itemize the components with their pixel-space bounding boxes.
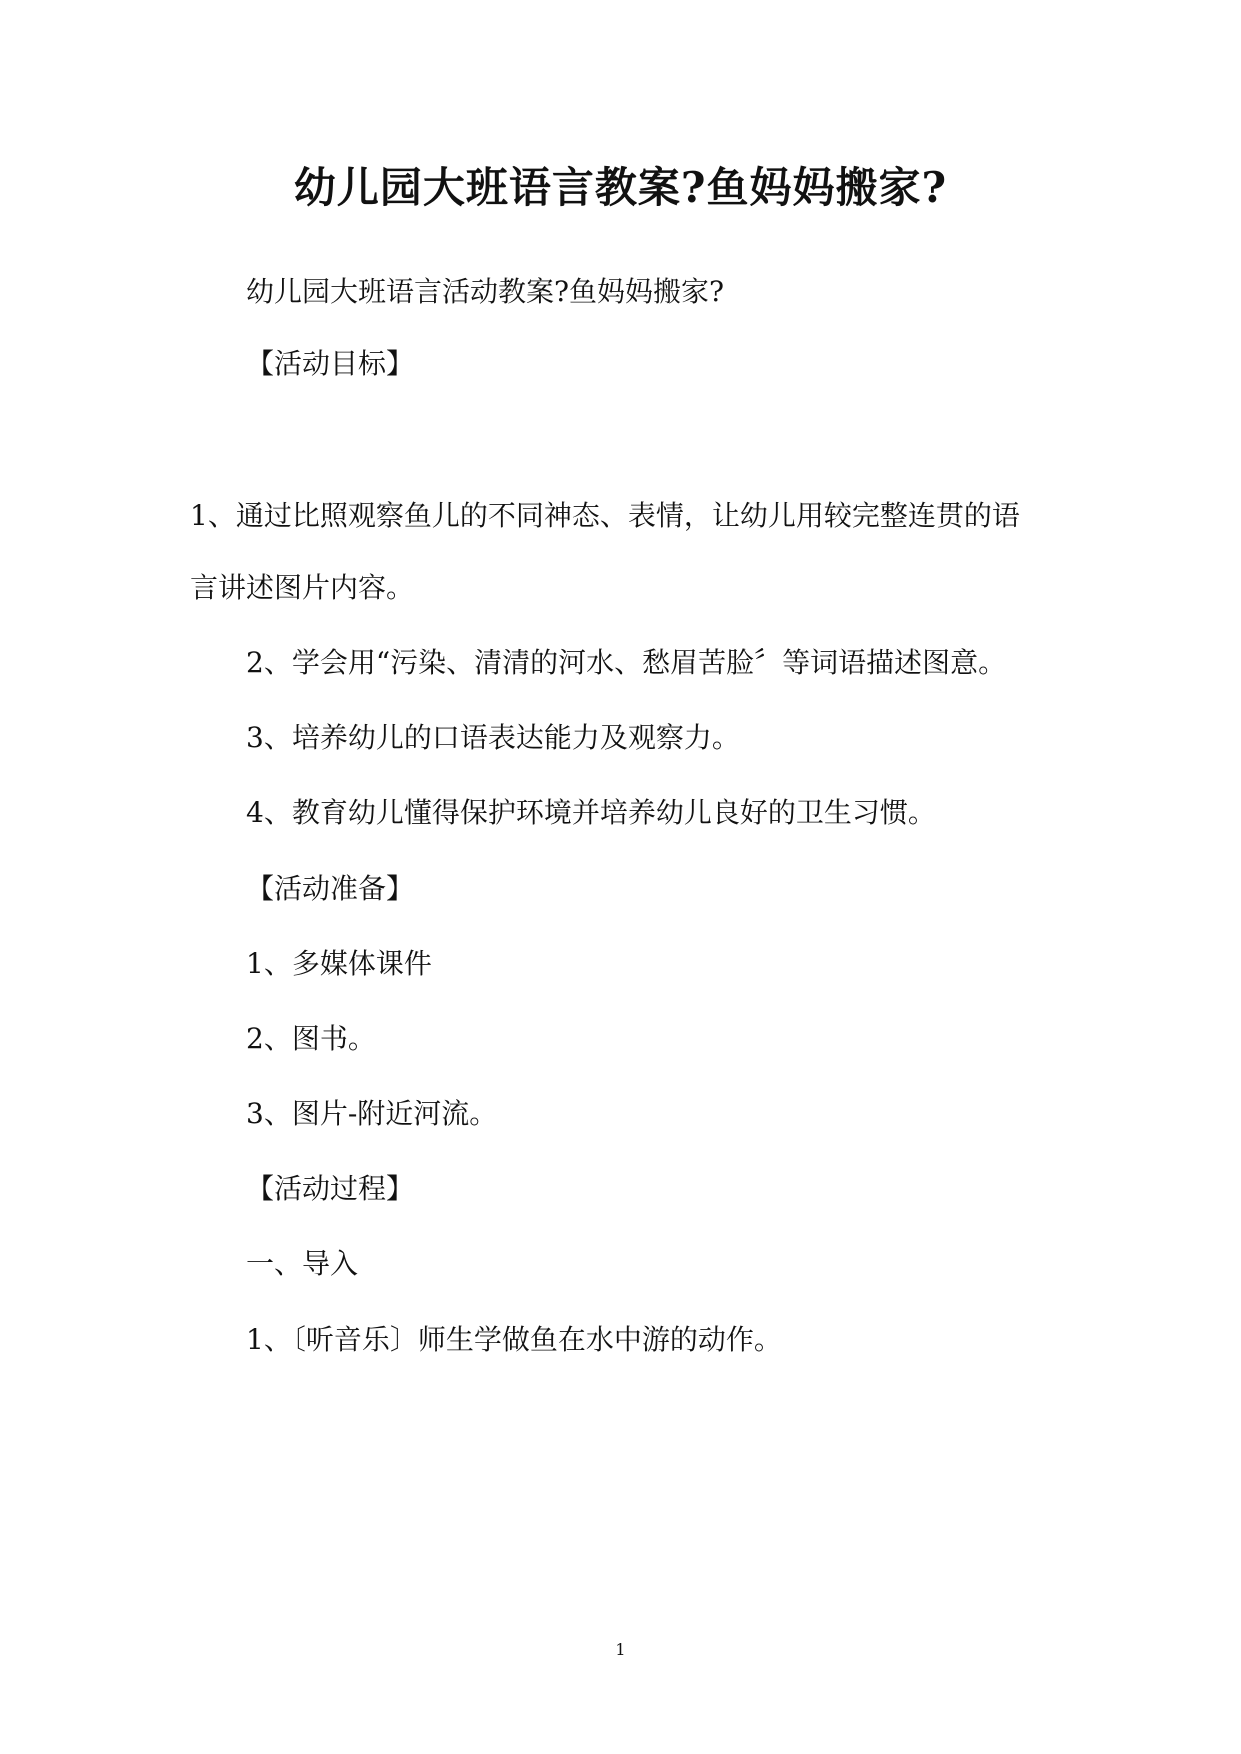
goal-3: 3、培养幼儿的口语表达能力及观察力。 [246,721,740,754]
document-subtitle: 幼儿园大班语言活动教案?鱼妈妈搬家? [246,275,725,308]
process-item-1: 1、〔听音乐〕师生学做鱼在水中游的动作。 [246,1323,782,1356]
goal-4: 4、教育幼儿懂得保护环境并培养幼儿良好的卫生习惯。 [246,796,936,829]
goal-2: 2、学会用“污染、清清的河水、愁眉苦脸〞等词语描述图意。 [246,646,1007,679]
document-title: 幼儿园大班语言教案?鱼妈妈搬家? [293,163,948,212]
prep-item-3: 3、图片-附近河流。 [246,1097,498,1130]
process-part-1: 一、导入 [246,1247,359,1280]
goal-1-line-1: 1、通过比照观察鱼儿的不同神态、表情，让幼儿用较完整连贯的语 [190,499,1020,532]
section-heading-process: 【活动过程】 [246,1172,415,1205]
section-heading-goals: 【活动目标】 [246,347,415,380]
prep-item-2: 2、图书。 [246,1022,376,1055]
prep-item-1: 1、多媒体课件 [246,947,432,980]
goal-1-line-2: 言讲述图片内容。 [190,571,415,604]
page-number: 1 [615,1640,626,1659]
section-heading-preparation: 【活动准备】 [246,872,415,905]
